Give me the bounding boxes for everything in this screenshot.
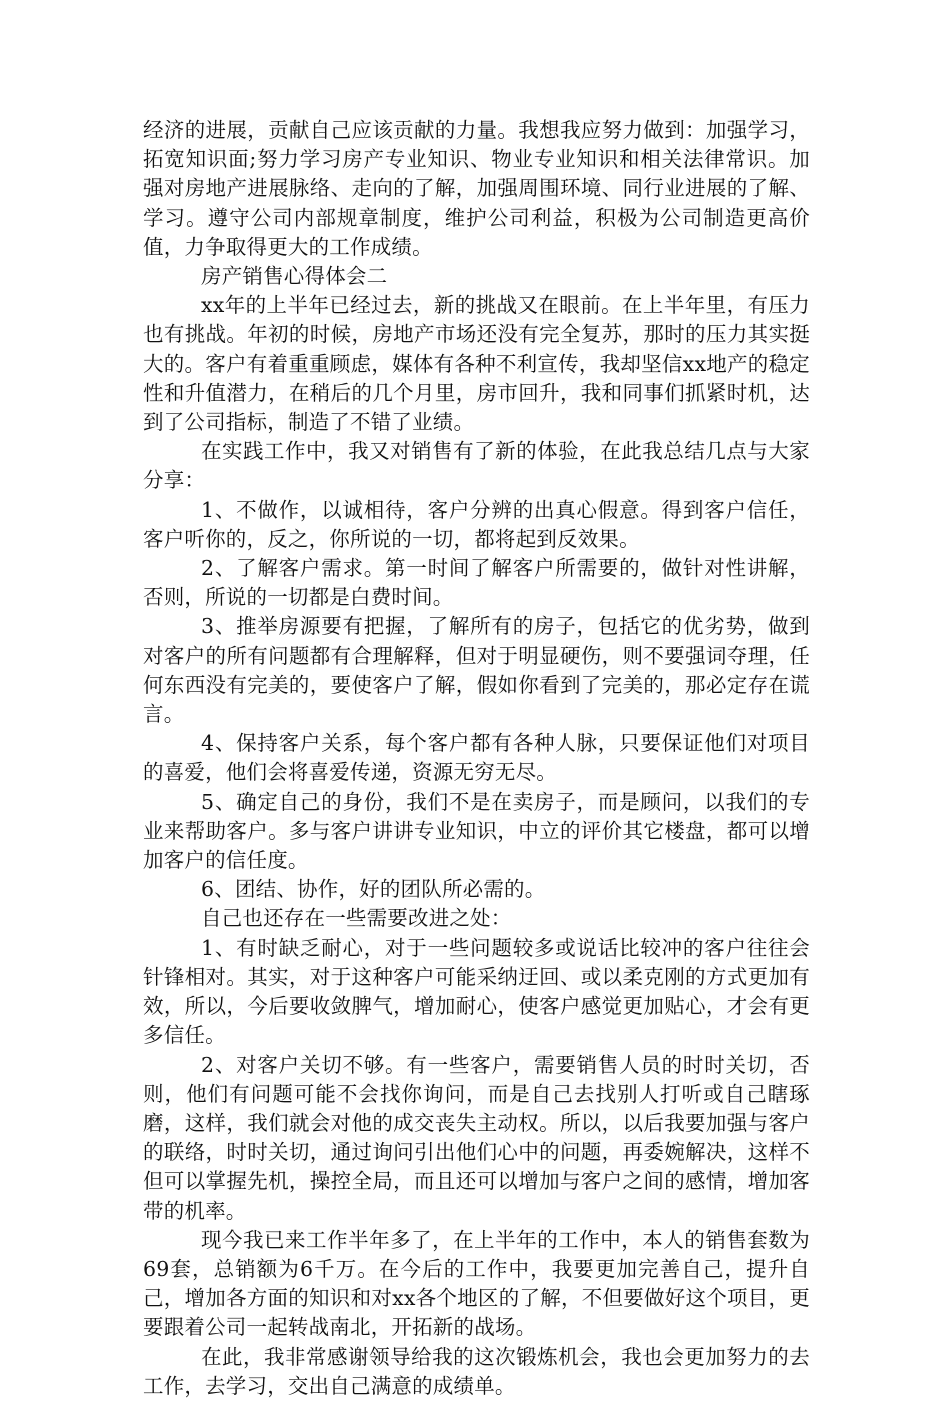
list-item: 2、了解客户需求。第一时间了解客户所需要的，做针对性讲解，否则，所说的一切都是白费时间。	[143, 556, 810, 610]
list-item: 2、对客户关切不够。有一些客户，需要销售人员的时时关切，否则，他们有问题可能不会找你询问，而是自己去找别人打听或自己瞎琢磨，这样，我们就会对他的成交丧失主动权。所以，以后我要加强与客户的联络，时时关切，通过询问引出他们心中的问题，再委婉解决，这样不但可以掌握先机，操控全局，而且还可以增加与客户之间的感情，增加客带的机率。	[143, 1052, 810, 1223]
paragraph-closing: 在此，我非常感谢领导给我的这次锻炼机会，我也会更加努力的去工作，去学习，交出自己满意的成绩单。	[143, 1344, 810, 1398]
section-heading: 房产销售心得体会二	[201, 264, 388, 289]
list-item: 3、推举房源要有把握，了解所有的房子，包括它的优劣势，做到对客户的所有问题都有合理解释，但对于明显硬伤，则不要强词夺理，任何东西没有完美的，要使客户了解，假如你看到了完美的，那必定存在谎言。	[143, 614, 810, 727]
paragraph: xx年的上半年已经过去，新的挑战又在眼前。在上半年里，有压力也有挑战。年初的时候，房地产市场还没有完全复苏，那时的压力其实挺大的。客户有着重重顾虑，媒体有各种不利宣传，我却坚信xx地产的稳定性和升值潜力，在稍后的几个月里，房市回升，我和同事们抓紧时机，达到了公司指标，制造了不错了业绩。	[143, 293, 810, 435]
list-item: 4、保持客户关系，每个客户都有各种人脉，只要保证他们对项目的喜爱，他们会将喜爱传递，资源无穷无尽。	[143, 731, 810, 785]
paragraph-intro-continued: 经济的进展，贡献自己应该贡献的力量。我想我应努力做到：加强学习，拓宽知识面;努力学习房产专业知识、物业专业知识和相关法律常识。加强对房地产进展脉络、走向的了解，加强周围环境、同行业进展的了解、学习。遵守公司内部规章制度，维护公司利益，积极为公司制造更高价值，力争取得更大的工作成绩。	[143, 118, 810, 259]
list-item: 1、有时缺乏耐心，对于一些问题较多或说话比较冲的客户往往会针锋相对。其实，对于这种客户可能采纳迂回、或以柔克刚的方式更加有效，所以，今后要收敛脾气，增加耐心，使客户感觉更加贴心，才会有更多信任。	[143, 935, 810, 1048]
list-item: 1、不做作，以诚相待，客户分辨的出真心假意。得到客户信任，客户听你的，反之，你所说的一切，都将起到反效果。	[143, 497, 810, 551]
paragraph: 现今我已来工作半年多了，在上半年的工作中，本人的销售套数为69套，总销额为6千万。在今后的工作中，我要更加完善自己，提升自己，增加各方面的知识和对xx各个地区的了解，不但要做好这个项目，更要跟着公司一起转战南北，开拓新的战场。	[143, 1227, 810, 1340]
list-item: 5、确定自己的身份，我们不是在卖房子，而是顾问，以我们的专业来帮助客户。多与客户讲讲专业知识，中立的评价其它楼盘，都可以增加客户的信任度。	[143, 789, 810, 873]
document-body	[143, 116, 810, 1401]
list-item: 6、团结、协作，好的团队所必需的。	[201, 877, 546, 902]
paragraph: 在实践工作中，我又对销售有了新的体验，在此我总结几点与大家分享：	[143, 439, 810, 493]
paragraph: 自己也还存在一些需要改进之处：	[201, 906, 512, 931]
